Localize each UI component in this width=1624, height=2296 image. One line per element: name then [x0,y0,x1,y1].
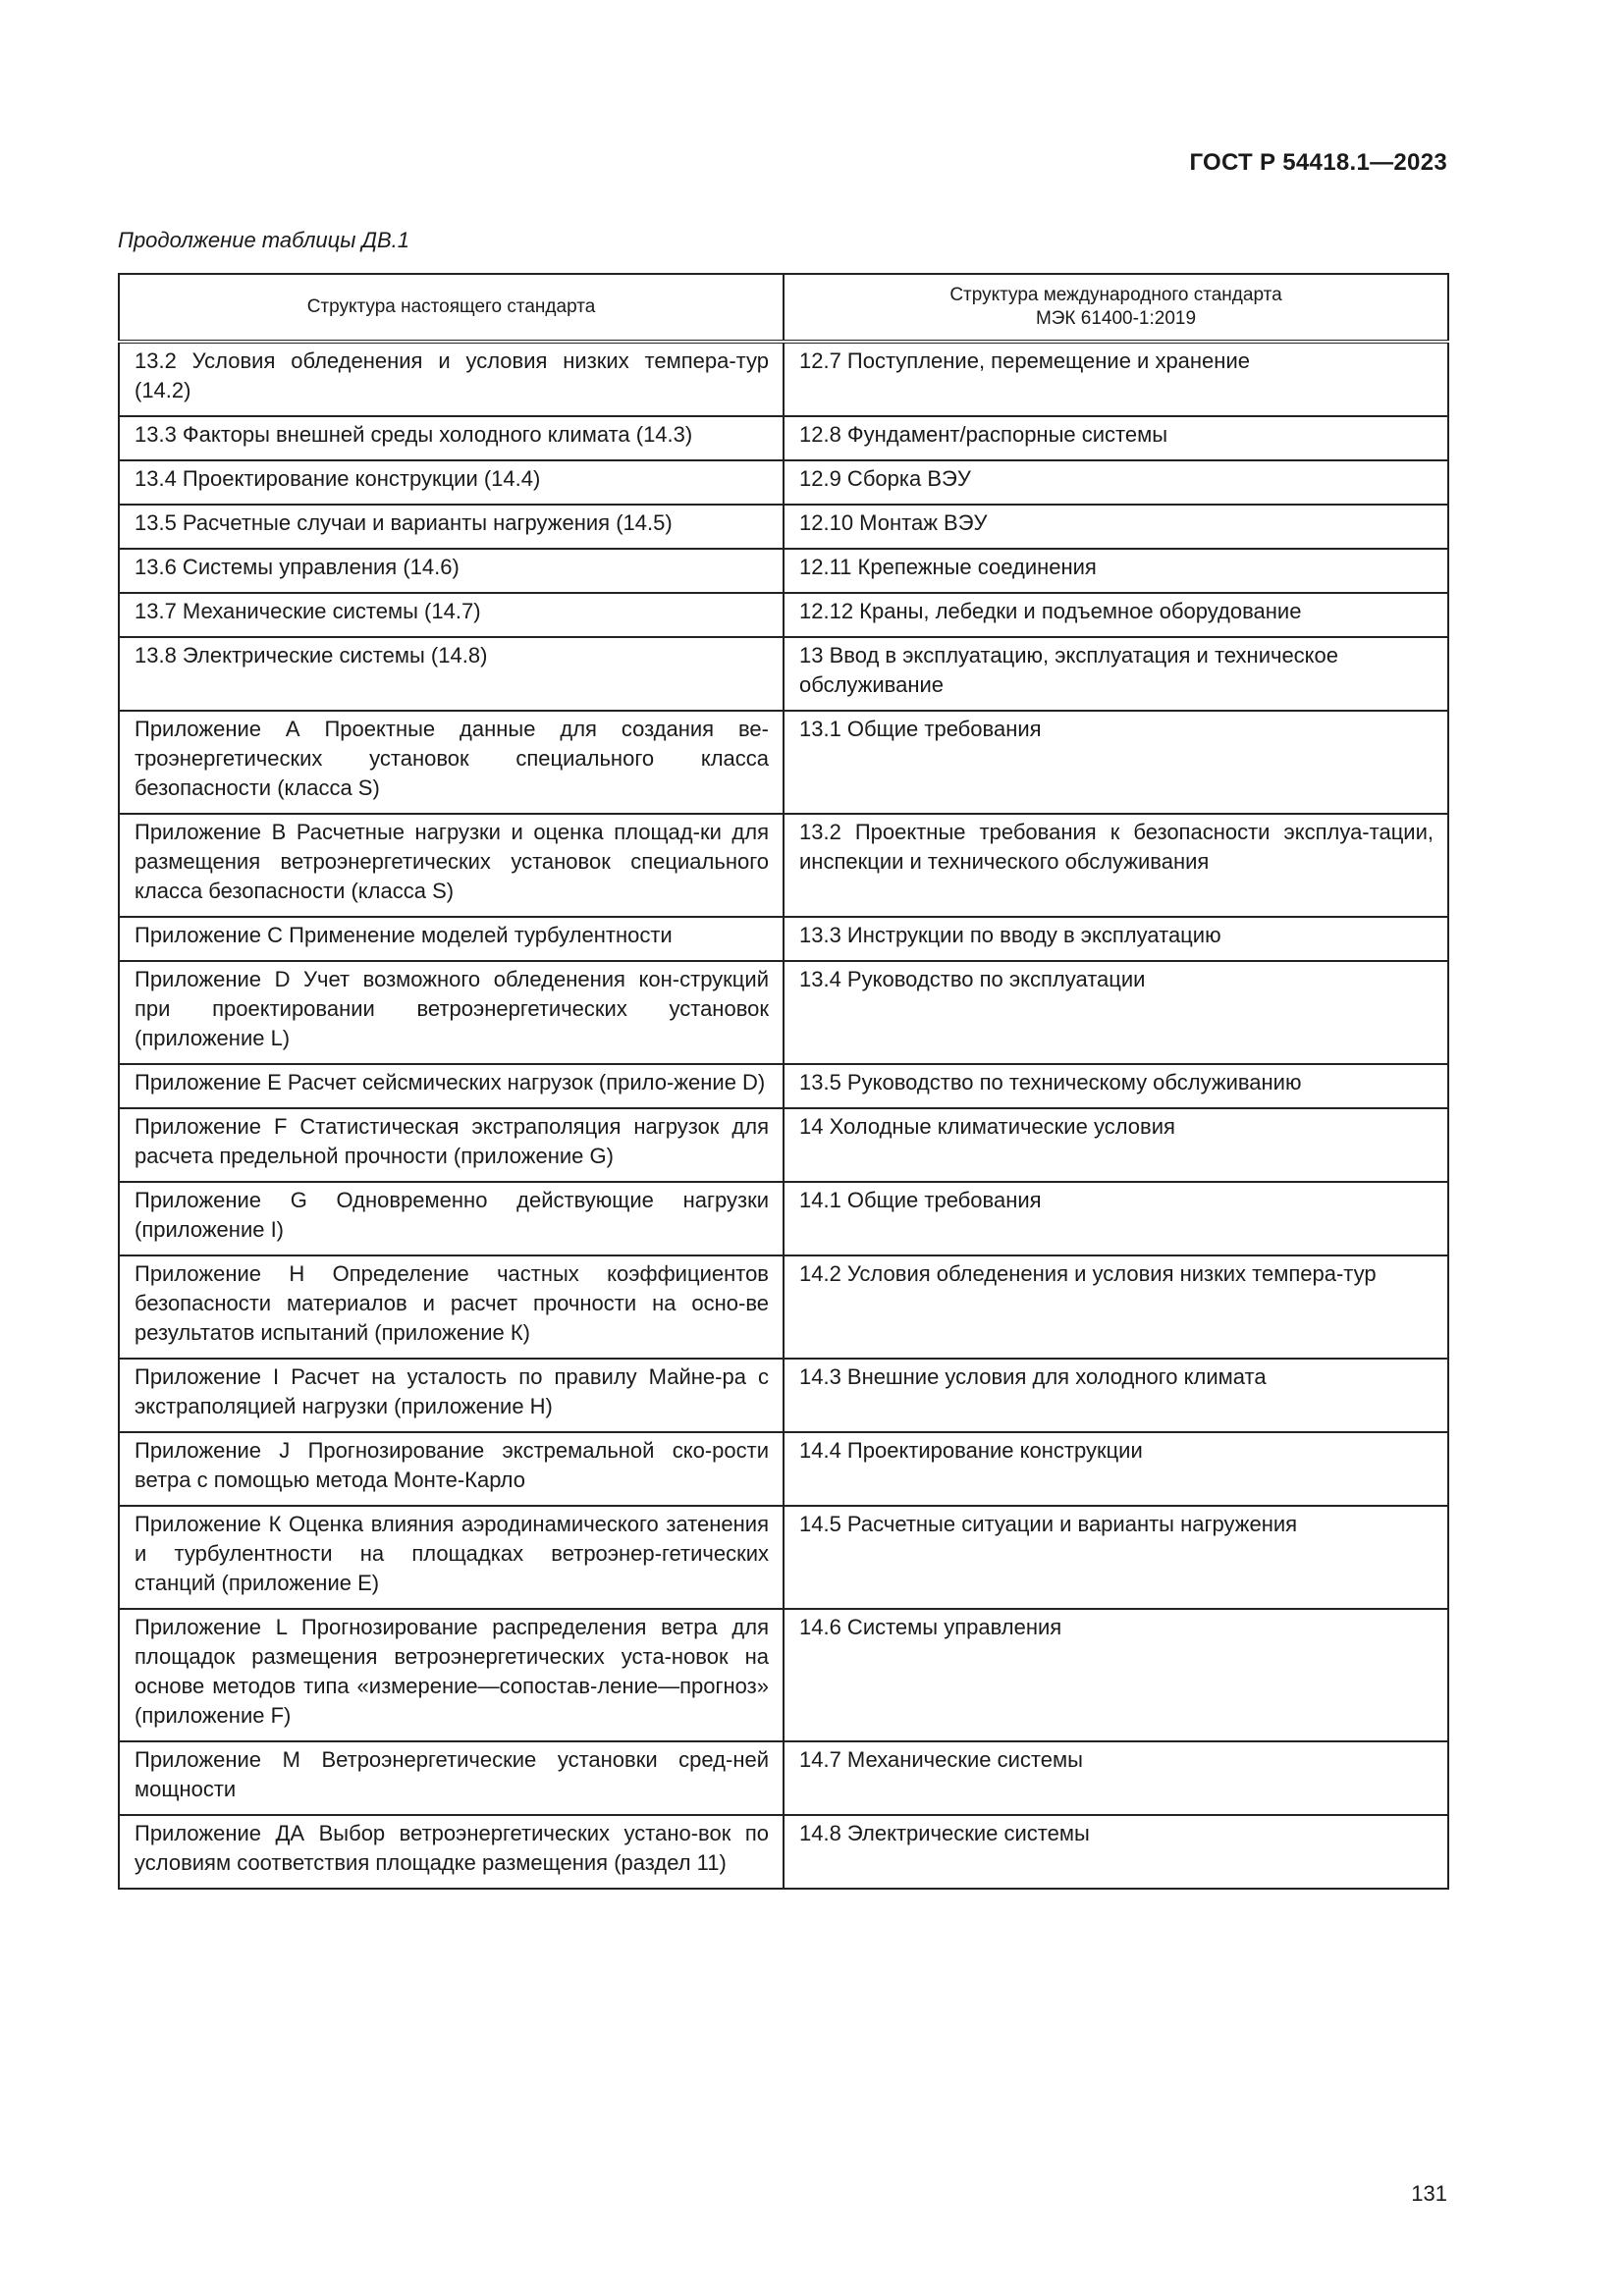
table-cell-international: 12.9 Сборка ВЭУ [784,460,1448,505]
table-header-row [119,274,1448,342]
table-cell-international: 12.12 Краны, лебедки и подъемное оборудование [784,593,1448,637]
table-cell-national: Приложение М Ветроэнергетические установки сред-ней мощности [119,1741,784,1815]
table-cell-international: 14.1 Общие требования [784,1182,1448,1255]
table-row [119,961,1448,1064]
table-row [119,1741,1448,1815]
table-cell-international: 14.8 Электрические системы [784,1815,1448,1889]
table-row [119,1064,1448,1108]
table-cell-national: Приложение L Прогнозирование распределения ветра для площадок размещения ветроэнергетических уста-новок на основе методов типа «измерение—сопостав-ление—прогноз» (приложение F) [119,1609,784,1741]
table-row [119,505,1448,549]
table-row [119,549,1448,593]
column-header-international-line2: МЭК 61400-1:2019 [1035,308,1197,329]
table-cell-international: 13.1 Общие требования [784,711,1448,814]
table-cell-national: 13.4 Проектирование конструкции (14.4) [119,460,784,505]
table-cell-international: 14 Холодные климатические условия [784,1108,1448,1182]
table-cell-national: 13.8 Электрические системы (14.8) [119,637,784,711]
table-cell-national: Приложение К Оценка влияния аэродинамического затенения и турбулентности на площадках ветроэнер-гетических станций (приложение Е) [119,1506,784,1609]
table-cell-international: 14.6 Системы управления [784,1609,1448,1741]
table-cell-national: Приложение D Учет возможного обледенения кон-струкций при проектировании ветроэнергетических установок (приложение L) [119,961,784,1064]
table-cell-international: 13.5 Руководство по техническому обслуживанию [784,1064,1448,1108]
table-row [119,1108,1448,1182]
table-cell-international: 14.5 Расчетные ситуации и варианты нагружения [784,1506,1448,1609]
table-cell-national: Приложение F Статистическая экстраполяция нагрузок для расчета предельной прочности (приложение G) [119,1108,784,1182]
table-cell-international: 13.2 Проектные требования к безопасности эксплуа-тации, инспекции и технического обслуживания [784,814,1448,917]
table-cell-international: 14.7 Механические системы [784,1741,1448,1815]
table-cell-international: 12.10 Монтаж ВЭУ [784,505,1448,549]
table-row [119,342,1448,416]
table-row [119,637,1448,711]
table-row [119,1815,1448,1889]
page-number: 131 [1411,2181,1447,2206]
table-cell-international: 13 Ввод в эксплуатацию, эксплуатация и техническое обслуживание [784,637,1448,711]
table-row [119,460,1448,505]
table-row [119,1609,1448,1741]
column-header-international-line1: Структура международного стандарта [949,285,1282,305]
table-cell-national: 13.3 Факторы внешней среды холодного климата (14.3) [119,416,784,460]
table-cell-international: 14.2 Условия обледенения и условия низких темпера-тур [784,1255,1448,1359]
column-header-national: Структура настоящего стандарта [119,274,784,342]
table-cell-national: Приложение С Применение моделей турбулентности [119,917,784,961]
table-cell-national: 13.7 Механические системы (14.7) [119,593,784,637]
document-id: ГОСТ Р 54418.1—2023 [1189,149,1447,176]
table-row [119,593,1448,637]
table-caption: Продолжение таблицы ДВ.1 [118,228,410,252]
table-cell-international: 13.3 Инструкции по вводу в эксплуатацию [784,917,1448,961]
table-row [119,416,1448,460]
table-cell-international: 14.3 Внешние условия для холодного климата [784,1359,1448,1432]
table-row [119,1359,1448,1432]
table-cell-national: Приложение ДА Выбор ветроэнергетических устано-вок по условиям соответствия площадке размещения (раздел 11) [119,1815,784,1889]
table-row [119,1255,1448,1359]
table-cell-national: Приложение Н Определение частных коэффициентов безопасности материалов и расчет прочности на осно-ве результатов испытаний (приложение К) [119,1255,784,1359]
table-cell-national: Приложение Е Расчет сейсмических нагрузок (прило-жение D) [119,1064,784,1108]
table-cell-national: Приложение В Расчетные нагрузки и оценка площад-ки для размещения ветроэнергетических установок специального класса безопасности (класса S) [119,814,784,917]
table-cell-national: Приложение G Одновременно действующие нагрузки (приложение I) [119,1182,784,1255]
table-row [119,1182,1448,1255]
table-row [119,711,1448,814]
table-cell-international: 13.4 Руководство по эксплуатации [784,961,1448,1064]
table-cell-national: 13.5 Расчетные случаи и варианты нагружения (14.5) [119,505,784,549]
table-row [119,1432,1448,1506]
table-cell-international: 12.11 Крепежные соединения [784,549,1448,593]
table-cell-national: 13.6 Системы управления (14.6) [119,549,784,593]
table-cell-international: 12.8 Фундамент/распорные системы [784,416,1448,460]
table-cell-national: Приложение I Расчет на усталость по правилу Майне-ра с экстраполяцией нагрузки (приложение Н) [119,1359,784,1432]
table-row [119,917,1448,961]
column-header-international [784,274,1448,342]
table-cell-international: 12.7 Поступление, перемещение и хранение [784,342,1448,416]
table-cell-national: 13.2 Условия обледенения и условия низких темпера-тур (14.2) [119,342,784,416]
table-cell-international: 14.4 Проектирование конструкции [784,1432,1448,1506]
table-cell-national: Приложение J Прогнозирование экстремальной ско-рости ветра с помощью метода Монте-Карло [119,1432,784,1506]
table-row [119,1506,1448,1609]
table-cell-national: Приложение А Проектные данные для создания ве-троэнергетических установок специального класса безопасности (класса S) [119,711,784,814]
table-row [119,814,1448,917]
correspondence-table [118,273,1449,1890]
